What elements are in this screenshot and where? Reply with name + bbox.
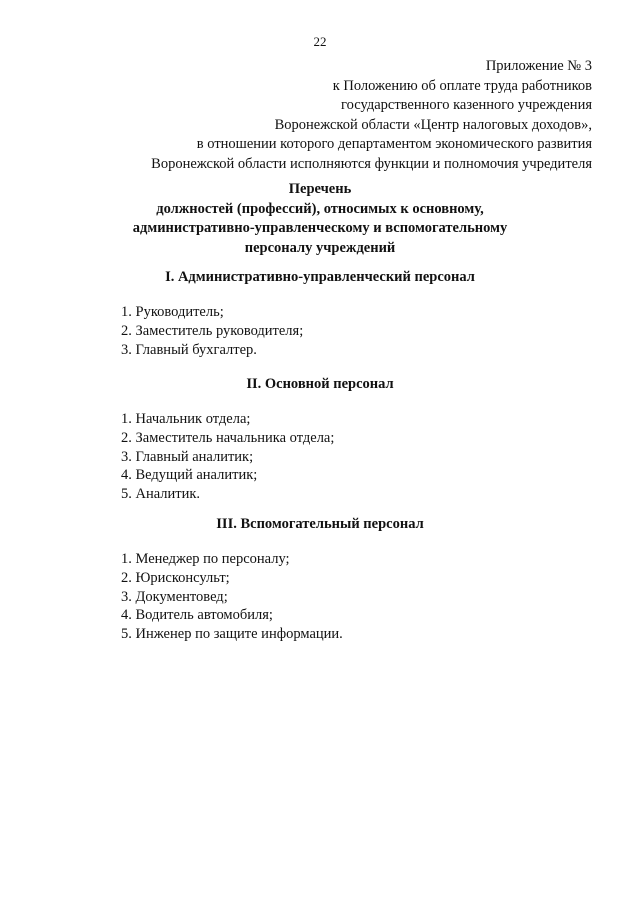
list-item: 2. Заместитель начальника отдела; [121, 429, 335, 446]
list-item: 2. Заместитель руководителя; [121, 322, 304, 339]
list-item: 4. Ведущий аналитик; [121, 467, 258, 484]
appendix-line: к Положению об оплате труда работников [332, 77, 592, 94]
document-title [0, 180, 640, 258]
appendix-line: Воронежской области исполняются функции и полномочия учредителя [151, 155, 592, 172]
title-line: должностей (профессий), относимых к основному, [156, 200, 484, 217]
section-heading-main: II. Основной персонал [246, 376, 394, 392]
section-list-support [121, 550, 343, 644]
section-heading-admin: I. Административно-управленческий персонал [165, 269, 475, 285]
appendix-line: Воронежской области «Центр налоговых доходов», [274, 116, 592, 133]
appendix-line: Приложение № 3 [485, 58, 592, 74]
title-line: административно-управленческому и вспомогательному [132, 220, 508, 236]
list-item: 3. Главный бухгалтер. [121, 341, 257, 358]
section-heading-support: III. Вспомогательный персонал [216, 516, 424, 532]
title-line: Перечень [288, 181, 352, 197]
list-item: 5. Инженер по защите информации. [121, 626, 343, 643]
list-item: 3. Документовед; [121, 588, 228, 605]
list-item: 1. Начальник отдела; [121, 411, 251, 427]
list-item: 3. Главный аналитик; [121, 448, 254, 465]
list-item: 1. Руководитель; [121, 304, 224, 320]
section-list-admin [121, 303, 303, 359]
appendix-header [72, 57, 592, 174]
appendix-line: в отношении которого департаментом экономического развития [196, 136, 592, 152]
section-list-main [121, 410, 334, 504]
list-item: 4. Водитель автомобиля; [121, 607, 273, 624]
list-item: 1. Менеджер по персоналу; [121, 551, 290, 567]
title-line: персоналу учреждений [244, 239, 396, 256]
list-item: 5. Аналитик. [121, 486, 201, 503]
appendix-line: государственного казенного учреждения [341, 97, 592, 113]
page-number: 22 [313, 34, 327, 49]
list-item: 2. Юрисконсульт; [121, 569, 230, 586]
